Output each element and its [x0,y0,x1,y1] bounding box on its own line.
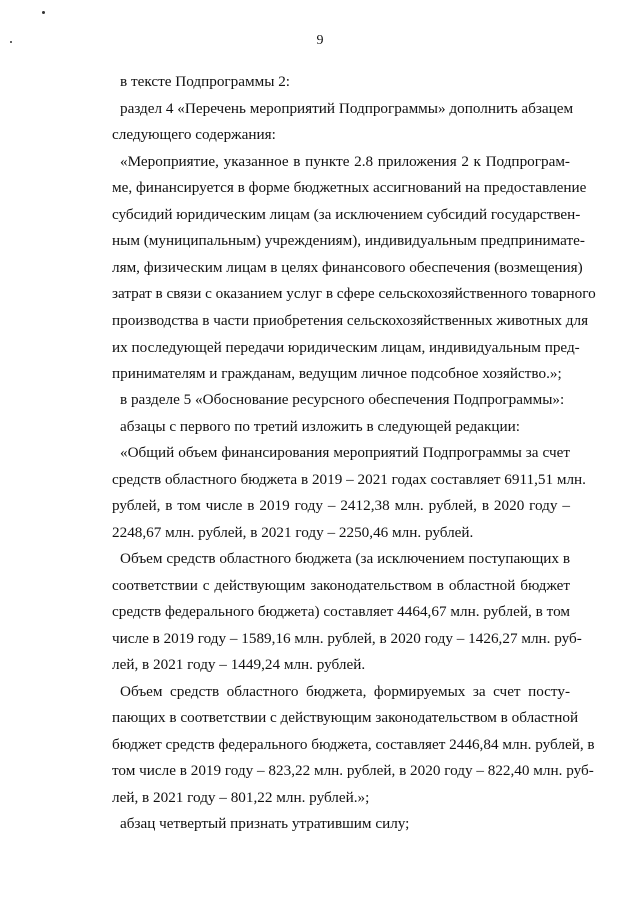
text-line: рублей, в том числе в 2019 году – 2412,38 млн. рублей, в 2020 году – [112,497,570,514]
text-line: принимателям и гражданам, ведущим личное подсобное хозяйство.»; [112,365,562,382]
page-number: 9 [316,33,324,48]
text-line: лей, в 2021 году – 1449,24 млн. рублей. [112,656,366,673]
text-line: «Общий объем финансирования мероприятий Подпрограммы за счет [120,444,570,461]
text-line: том числе в 2019 году – 823,22 млн. рублей, в 2020 году – 822,40 млн. руб- [112,762,594,779]
text-line: числе в 2019 году – 1589,16 млн. рублей, в 2020 году – 1426,27 млн. руб- [112,630,582,647]
text-line: абзацы с первого по третий изложить в следующей редакции: [120,418,520,435]
text-line: ным (муниципальным) учреждениям), индивидуальным предпринимате- [112,232,585,249]
text-line: раздел 4 «Перечень мероприятий Подпрограммы» дополнить абзацем [120,100,574,117]
text-line: средств федерального бюджета) составляет 4464,67 млн. рублей, в том [112,603,570,620]
text-line: пающих в соответствии с действующим законодательством в областной [112,709,579,726]
text-line: Объем средств областного бюджета, формируемых за счет посту- [120,683,570,700]
text-line: Объем средств областного бюджета (за исключением поступающих в [120,550,570,567]
text-line: соответствии с действующим законодательством в областной бюджет [112,577,570,594]
text-line: в разделе 5 «Обоснование ресурсного обеспечения Подпрограммы»: [120,391,565,408]
text-line: 2248,67 млн. рублей, в 2021 году – 2250,46 млн. рублей. [112,524,474,541]
text-line: бюджет средств федерального бюджета, составляет 2446,84 млн. рублей, в [112,736,595,753]
text-line: ме, финансируется в форме бюджетных ассигнований на предоставление [112,179,587,196]
text-line: их последующей передачи юридическим лицам, индивидуальным пред- [112,339,580,356]
text-line: следующего содержания: [112,126,276,143]
text-line: абзац четвертый признать утратившим силу; [120,815,410,832]
text-line: в тексте Подпрограммы 2: [120,73,291,90]
text-line: лям, физическим лицам в целях финансового обеспечения (возмещения) [112,259,583,276]
text-line: затрат в связи с оказанием услуг в сфере сельскохозяйственного товарного [112,285,596,302]
text-line: «Мероприятие, указанное в пункте 2.8 приложения 2 к Подпрограм- [120,153,570,170]
text-line: средств областного бюджета в 2019 – 2021 годах составляет 6911,51 млн. [112,471,586,488]
text-line: субсидий юридическим лицам (за исключением субсидий государствен- [112,206,581,223]
text-line: лей, в 2021 году – 801,22 млн. рублей.»; [112,789,370,806]
text-line: производства в части приобретения сельскохозяйственных животных для [112,312,589,329]
scan-speck [42,11,45,14]
